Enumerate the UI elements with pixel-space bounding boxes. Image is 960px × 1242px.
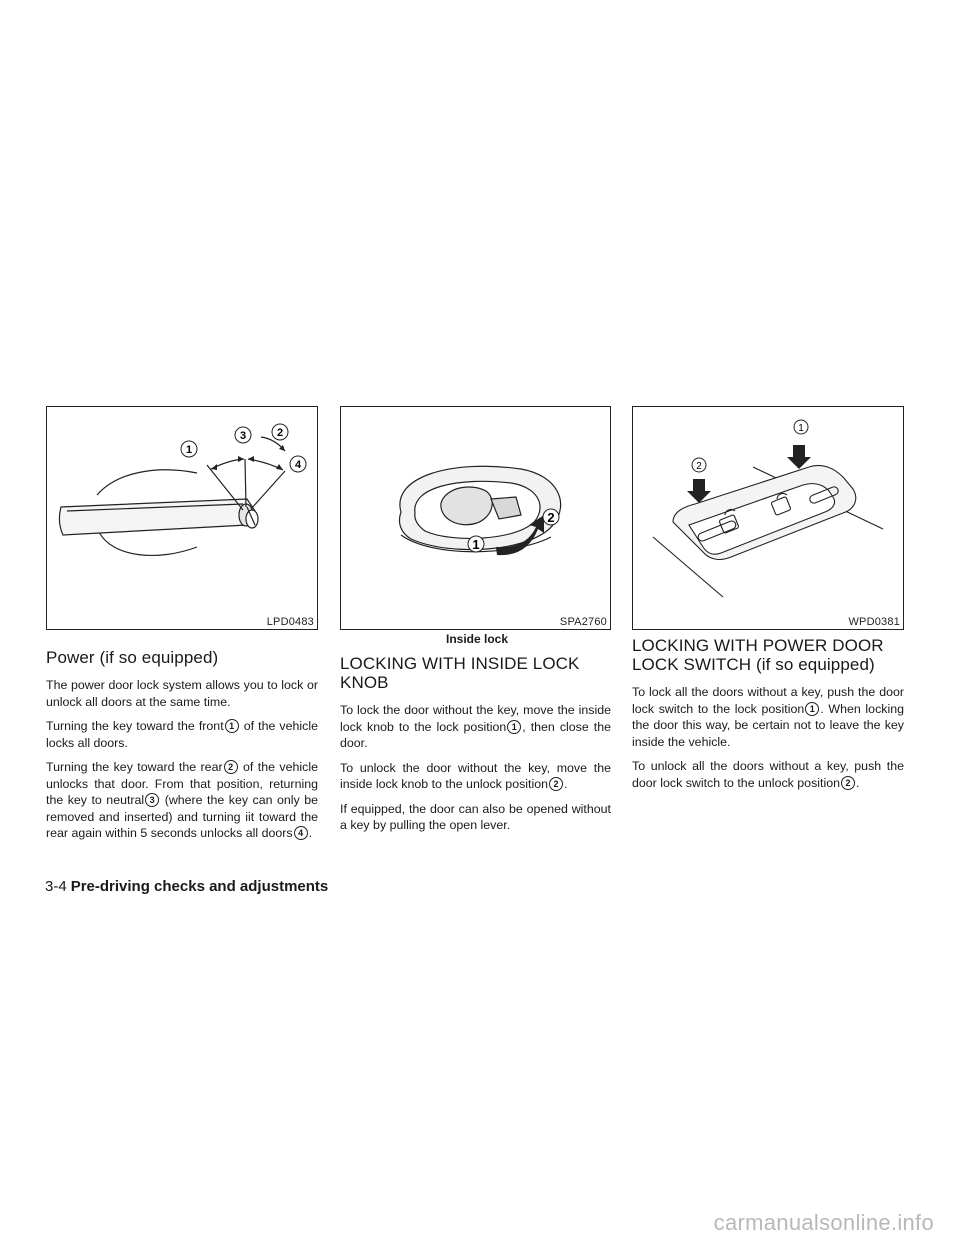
heading-inside-lock: LOCKING WITH INSIDE LOCK KNOB [340, 654, 580, 692]
callout-2: 2 [547, 510, 555, 525]
figure-code: LPD0483 [266, 616, 314, 628]
marker-1: 1 [805, 702, 819, 716]
column-power [46, 648, 318, 850]
figure-inside-lock [340, 406, 611, 630]
paragraph: Turning the key toward the rear 2 of the vehicle unlocks that door. From that position, returning the key to neutral 3 (where the key can only be removed and inserted) and turning iit toward the rear again within 5 seconds unlocks all doors 4 . [46, 760, 318, 840]
marker-2: 2 [549, 777, 563, 791]
marker-4: 4 [294, 826, 308, 840]
callout-1: 1 [472, 537, 480, 552]
callout-4: 4 [294, 459, 302, 471]
heading-power: Power (if so equipped) [46, 648, 219, 667]
heading-power-switch: LOCKING WITH POWER DOOR LOCK SWITCH (if so equipped) [632, 636, 884, 674]
paragraph: Turning the key toward the front 1 of the vehicle locks all doors. [46, 719, 318, 750]
paragraph: The power door lock system allows you to lock or unlock all doors at the same time. [46, 678, 318, 709]
marker-1: 1 [225, 719, 239, 733]
marker-2: 2 [841, 776, 855, 790]
door-handle-illustration [47, 407, 317, 629]
callout-2: 2 [276, 427, 284, 439]
paragraph: To unlock the door without the key, move the inside lock knob to the unlock position 2 . [340, 760, 611, 791]
section-title: Pre-driving checks and adjustments [70, 878, 329, 895]
callout-3: 3 [239, 430, 247, 442]
figure-code: WPD0381 [848, 616, 900, 628]
column-power-switch [632, 636, 904, 799]
power-switch-illustration [633, 407, 903, 629]
callout-2: 2 [696, 461, 702, 472]
figure-caption: Inside lock [445, 632, 509, 646]
watermark: carmanualsonline.info [713, 1210, 934, 1235]
figure-code: SPA2760 [559, 616, 607, 628]
marker-3: 3 [145, 793, 159, 807]
column-inside-lock [340, 654, 611, 842]
marker-2: 2 [224, 760, 238, 774]
marker-1: 1 [507, 720, 521, 734]
callout-1: 1 [185, 444, 193, 456]
figure-power-switch [632, 406, 904, 630]
paragraph: To unlock all the doors without a key, push the door lock switch to the unlock position 2 . [632, 759, 904, 790]
paragraph: To lock all the doors without a key, push the door lock switch to the lock position 1 . When locking the door this way, be certain not to leave the key inside the vehicle. [632, 685, 904, 749]
paragraph: If equipped, the door can also be opened without a key by pulling the open lever. [340, 801, 611, 832]
page-number: 3-4 [45, 878, 67, 895]
inside-lock-illustration [341, 407, 610, 629]
paragraph: To lock the door without the key, move the inside lock knob to the lock position 1 , then close the door. [340, 703, 611, 750]
callout-1: 1 [798, 423, 804, 434]
page-footer [45, 878, 328, 895]
figure-door-handle [46, 406, 318, 630]
